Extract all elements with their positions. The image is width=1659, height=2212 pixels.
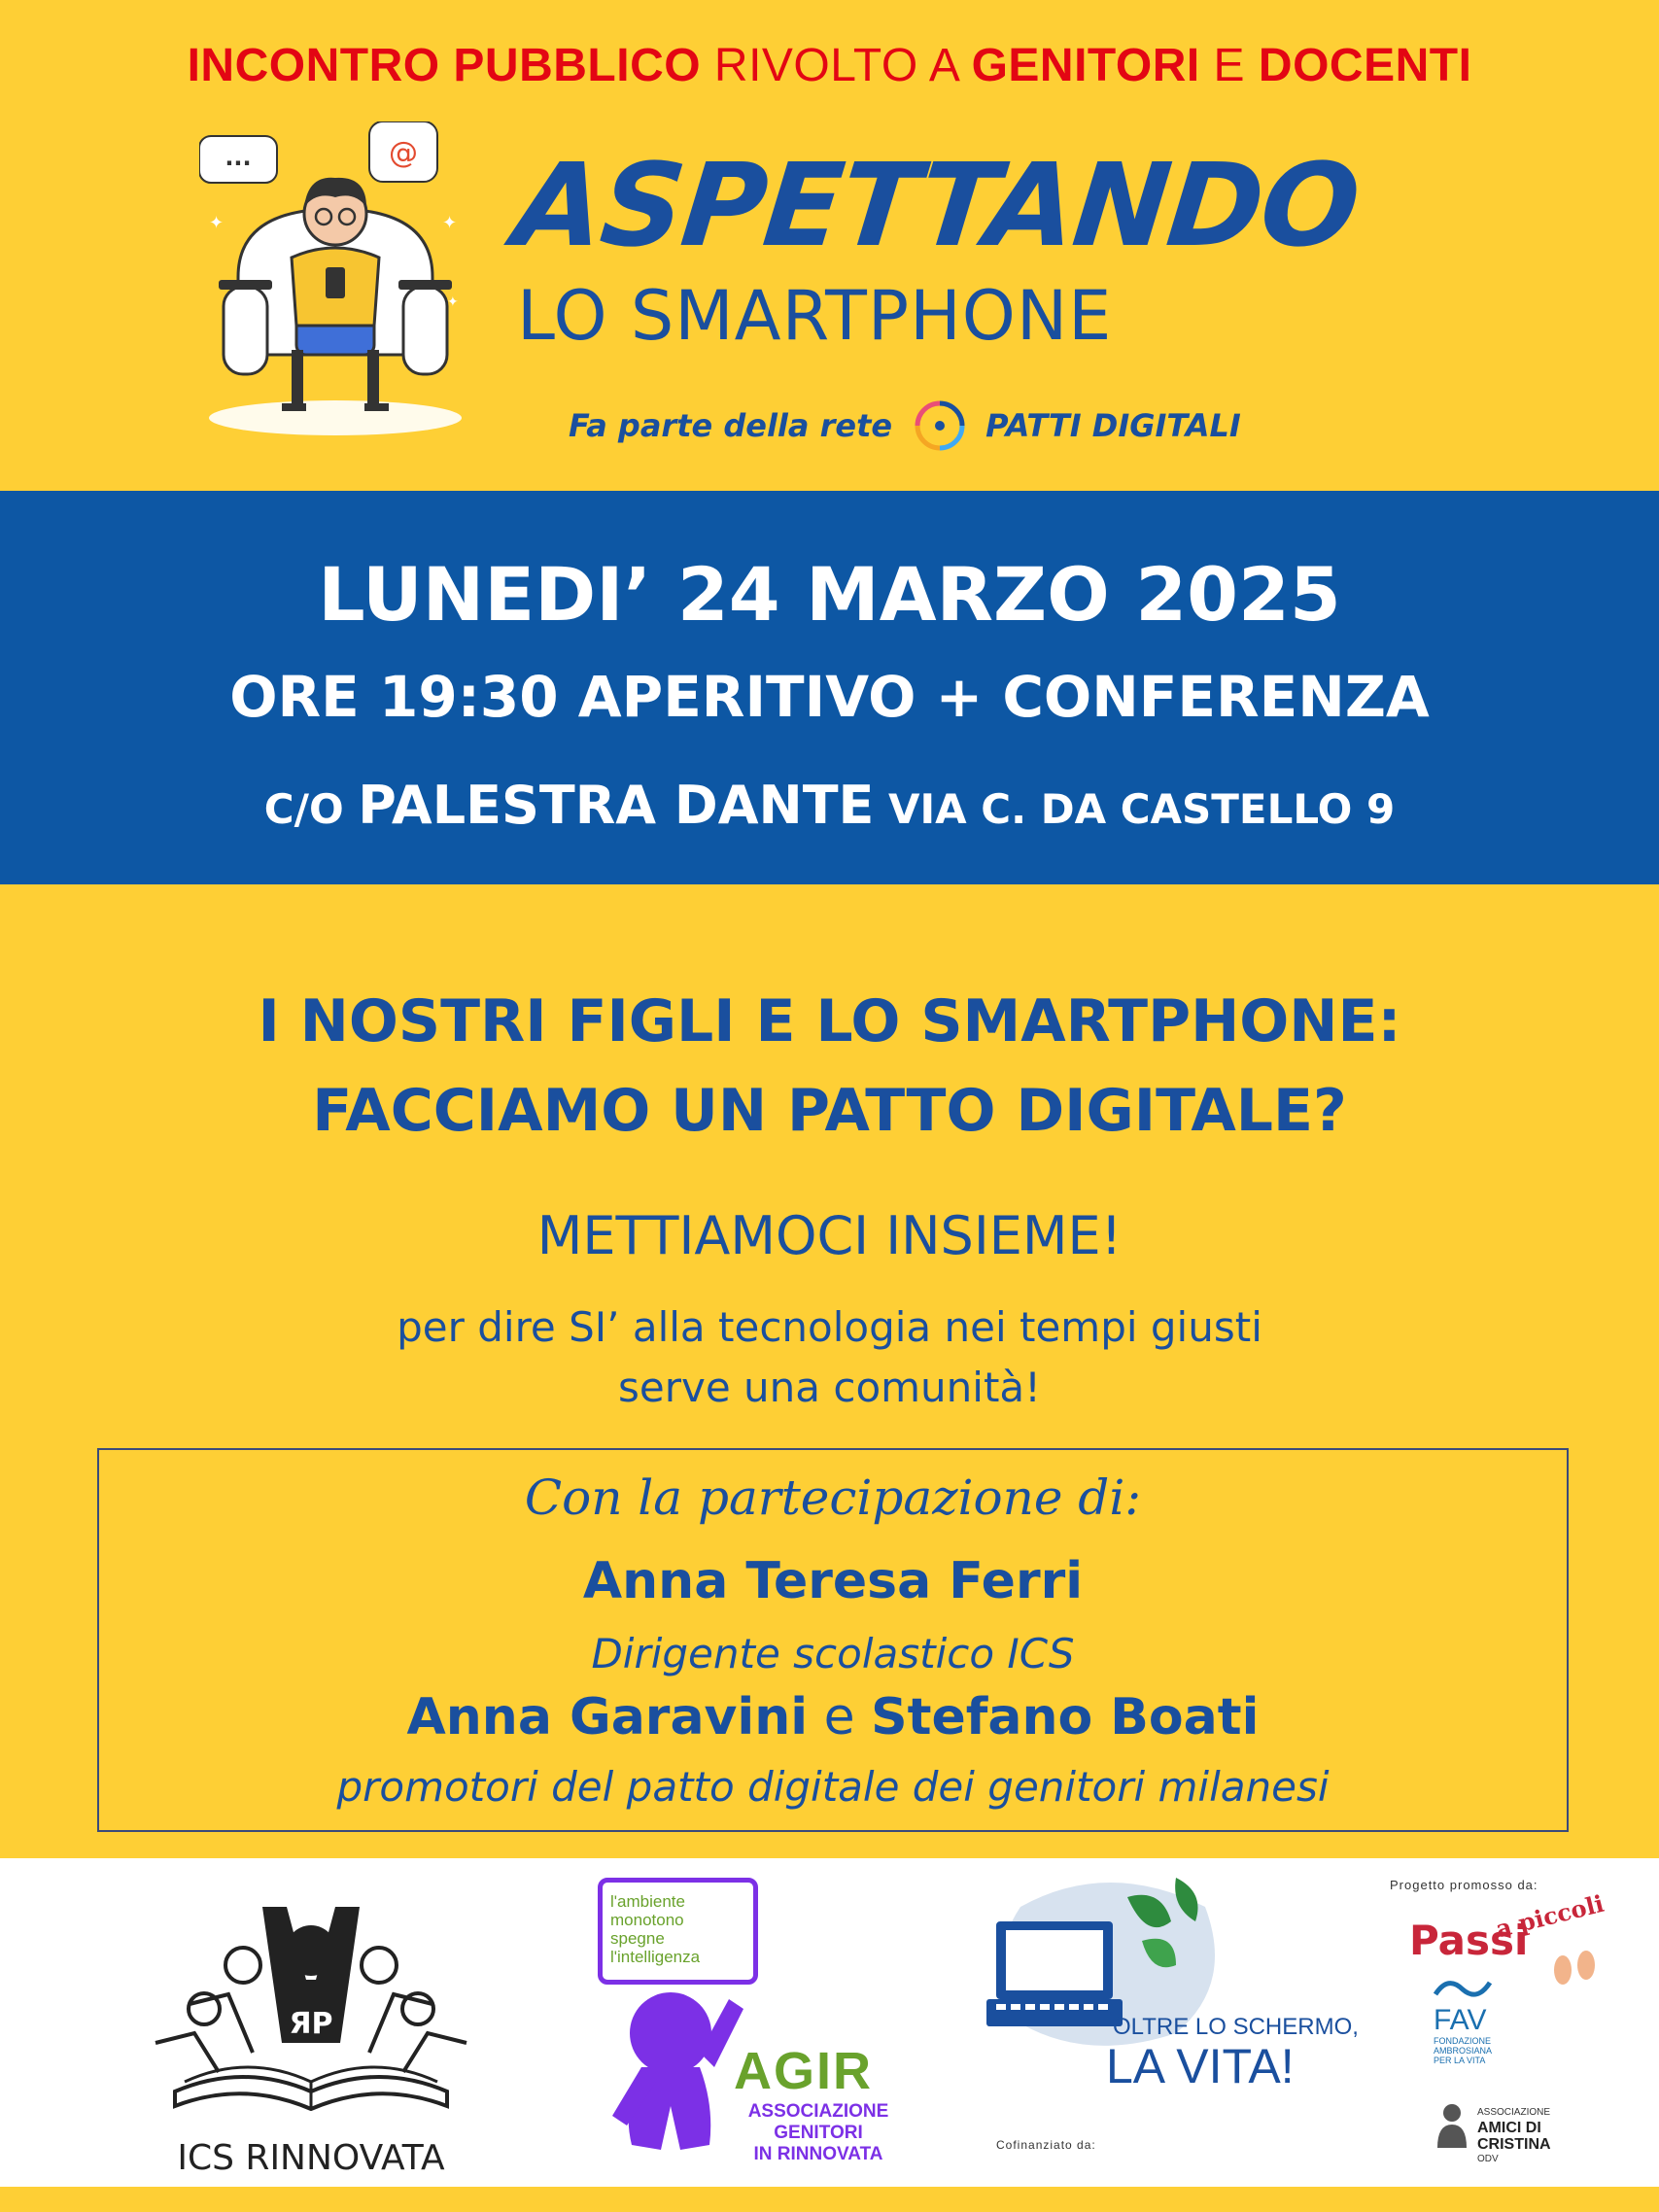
ics-rinnovata-label: ICS RINNOVATA (177, 2138, 445, 2178)
agir-subtitle (726, 2101, 911, 2165)
campaign-logo-subtitle: LO SMARTPHONE (517, 276, 1113, 356)
ics-people-book-icon (136, 1897, 486, 2140)
agir-bubble-line: l'ambiente (610, 1892, 685, 1911)
amici-di-cristina-icon (1434, 2101, 1470, 2150)
piccoli-passi-small: a piccoli (1493, 1888, 1607, 1944)
speaker-conjunction: e (808, 1688, 872, 1746)
event-time: ORE 19:30 APERITIVO + CONFERENZA (229, 664, 1430, 730)
location-name: PALESTRA DANTE (358, 775, 875, 836)
network-prefix: Fa parte della rete (569, 407, 893, 444)
network-name: PATTI DIGITALI (985, 407, 1241, 444)
boy-with-smartphone-illustration (199, 121, 471, 437)
network-membership (569, 397, 1443, 455)
heading-and: E (1199, 40, 1259, 91)
heading-teachers: DOCENTI (1258, 40, 1472, 91)
location-address: VIA C. DA CASTELLO 9 (874, 785, 1396, 833)
tagline-line1: per dire SI’ alla tecnologia nei tempi giusti (397, 1303, 1262, 1351)
agir-bubble-line: l'intelligenza (610, 1948, 701, 1966)
ics-monogram: ЯP (289, 2007, 333, 2041)
call-to-action-text (0, 1297, 1659, 1418)
campaign-logo-title: ASPETTANDO (507, 138, 1365, 272)
speaker-name-3: Stefano Boati (871, 1688, 1260, 1746)
footprints-icon (1545, 1946, 1604, 1989)
event-audience-heading (0, 39, 1659, 92)
event-date: LUNEDI’ 24 MARZO 2025 (318, 551, 1341, 638)
fav-subtitle-line: AMBROSIANA (1434, 2046, 1493, 2056)
patti-digitali-icon (912, 397, 968, 454)
agir-subtitle-line: GENITORI (774, 2123, 863, 2143)
promoters-logos (1390, 1858, 1642, 2187)
heading-parents: GENITORI (971, 40, 1200, 91)
amici-di-cristina-name (1477, 2106, 1623, 2166)
promoted-by-label: Progetto promosso da: (1390, 1878, 1538, 1892)
amici-line: CRISTINA (1477, 2136, 1551, 2153)
speakers-box (97, 1448, 1569, 1832)
fav-subtitle-line: FONDAZIONE (1434, 2036, 1492, 2046)
location-prefix: C/O (263, 785, 359, 833)
partners-footer (0, 1858, 1659, 2187)
speaker-name-2: Anna Garavini (406, 1688, 809, 1746)
fav-subtitle-line: PER LA VITA (1434, 2056, 1486, 2065)
bottom-strip (0, 2187, 1659, 2212)
agir-subtitle-line: IN RINNOVATA (753, 2144, 883, 2164)
oltre-line1: OLTRE LO SCHERMO, (1113, 2014, 1359, 2040)
bubble-dots: ... (225, 144, 252, 171)
heading-public-meeting: INCONTRO PUBBLICO (187, 40, 702, 91)
svg-text:✦: ✦ (209, 213, 225, 233)
amici-line: AMICI DI (1477, 2120, 1541, 2136)
ics-rinnovata-logo (136, 1897, 486, 2179)
agir-bubble-line: spegne (610, 1929, 665, 1948)
fav-subtitle (1434, 2036, 1550, 2065)
fav-wave-icon (1434, 1975, 1492, 2004)
tagline-line2: serve una comunità! (617, 1364, 1041, 1411)
agir-speech-bubble (598, 1878, 758, 1985)
agir-name: AGIR (734, 2042, 873, 2100)
conference-title-line1: I NOSTRI FIGLI E LO SMARTPHONE: (258, 987, 1401, 1055)
speaker-role-1: Dirigente scolastico ICS (591, 1630, 1075, 1677)
event-location (0, 775, 1659, 836)
conference-title (0, 977, 1659, 1156)
bubble-at: @ (389, 136, 418, 170)
oltre-lo-schermo-logo (982, 1868, 1370, 2160)
speaker-names-2 (99, 1688, 1567, 1746)
oltre-line2: LA VITA! (1106, 2039, 1295, 2093)
fav-name: FAV (1434, 2004, 1487, 2036)
cofinanced-by-label: Cofinanziato da: (996, 2138, 1096, 2152)
piccoli-passi-name: Passi (1409, 1917, 1529, 1964)
speaker-name-1: Anna Teresa Ferri (582, 1552, 1084, 1610)
speaker-role-2: promotori del patto digitale dei genitori milanesi (336, 1763, 1330, 1811)
agir-subtitle-line: ASSOCIAZIONE (747, 2101, 889, 2122)
amici-line: ASSOCIAZIONE (1477, 2107, 1551, 2118)
event-details-band (0, 491, 1659, 884)
agir-bubble-line: monotono (610, 1911, 684, 1929)
amici-line: ODV (1477, 2154, 1499, 2164)
svg-text:✦: ✦ (442, 213, 458, 233)
speakers-intro: Con la partecipazione di: (524, 1469, 1142, 1526)
call-to-action-title: METTIAMOCI INSIEME! (536, 1205, 1123, 1266)
svg-text:✦: ✦ (447, 294, 459, 310)
agir-logo (588, 1878, 909, 2169)
heading-addressed-to: RIVOLTO A (701, 40, 972, 91)
conference-title-line2: FACCIAMO UN PATTO DIGITALE? (312, 1077, 1347, 1145)
